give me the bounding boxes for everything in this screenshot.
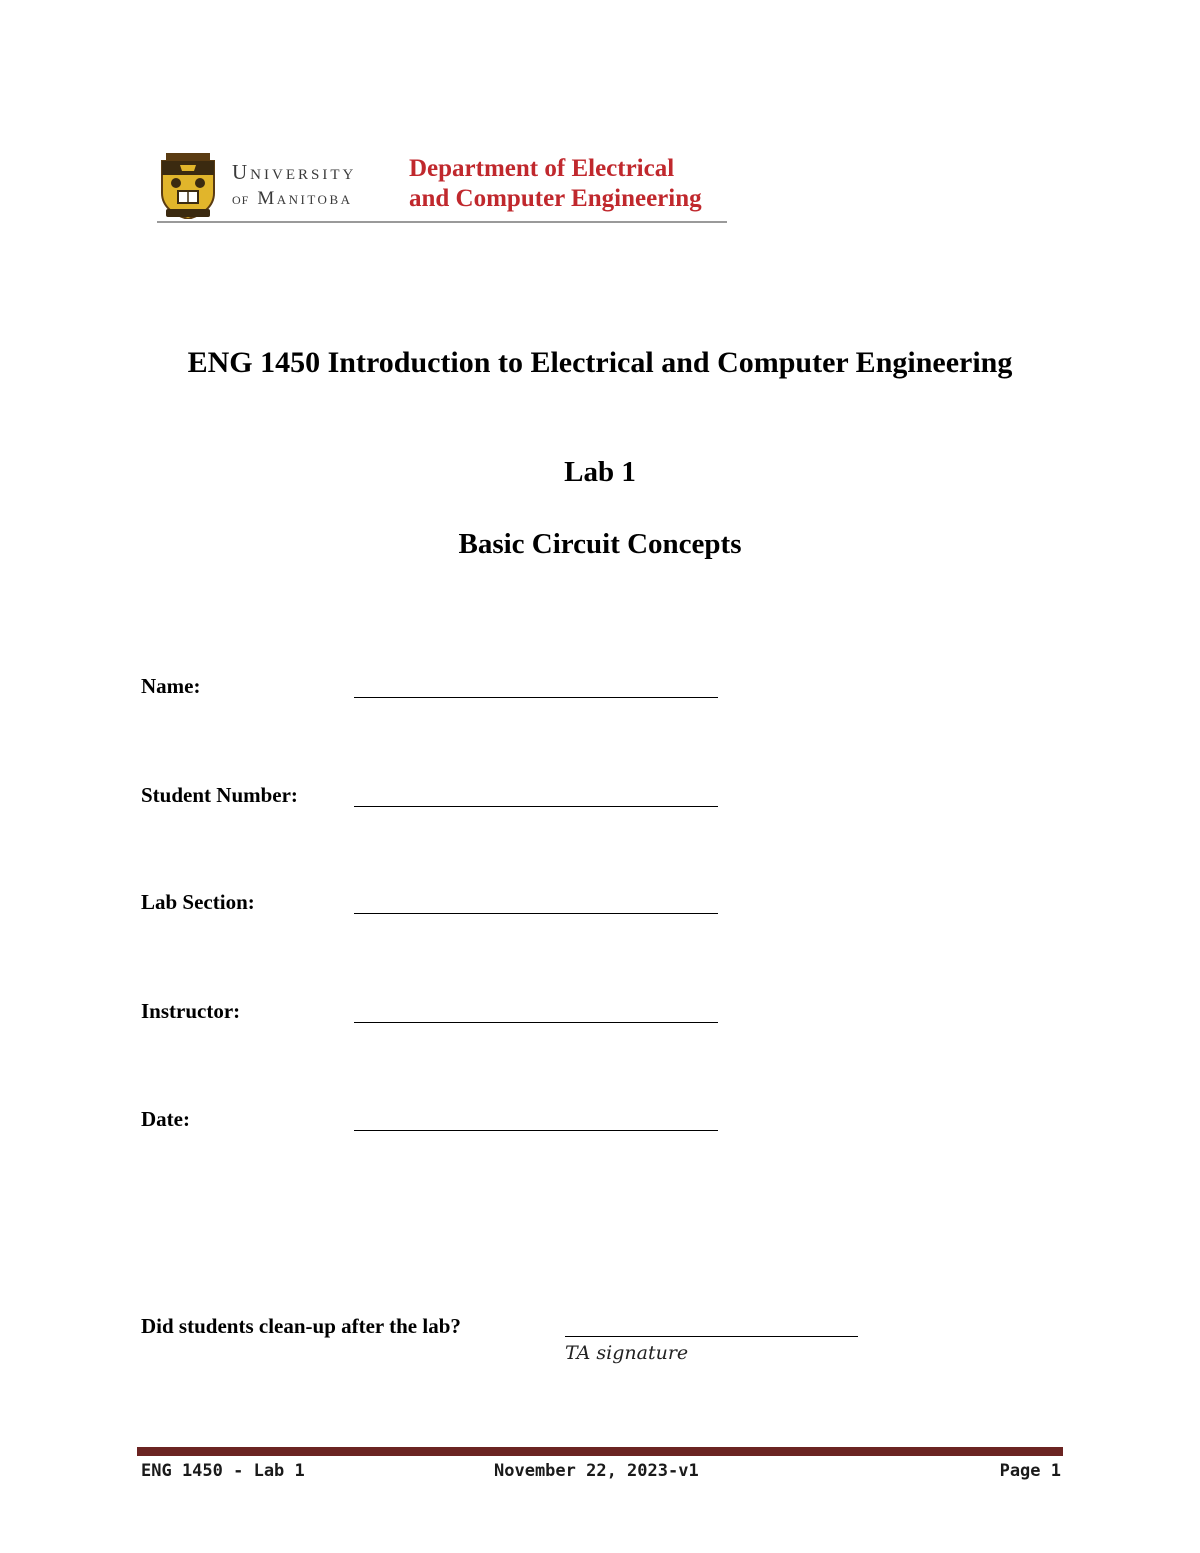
page-footer [141, 1461, 1061, 1487]
cleanup-question: Did students clean-up after the lab? [141, 1314, 461, 1338]
name-field [141, 674, 741, 704]
university-wordmark [232, 162, 356, 208]
name-blank-line [354, 697, 718, 698]
ta-signature-label: TA signature [565, 1342, 689, 1364]
department-name-line1: Department of Electrical [409, 155, 675, 182]
student-number-blank-line [354, 806, 718, 807]
lab-subtitle: Basic Circuit Concepts [458, 528, 742, 560]
student-number-field [141, 783, 741, 813]
department-name [409, 154, 702, 214]
date-field [141, 1107, 741, 1137]
lab-section-blank-line [354, 913, 718, 914]
cleanup-section [141, 1314, 941, 1374]
department-name-line2: and Computer Engineering [409, 185, 702, 212]
ta-signature-line [565, 1336, 858, 1337]
university-name-of: OF [232, 193, 250, 207]
instructor-label: Instructor: [141, 999, 241, 1023]
university-name-line1: University [232, 160, 357, 184]
footer-course-lab: ENG 1450 - Lab 1 [141, 1461, 305, 1481]
university-name-manitoba: Manitoba [257, 188, 353, 209]
lab-section-field [141, 890, 741, 920]
footer-rule [137, 1447, 1063, 1456]
name-label: Name: [141, 674, 201, 698]
university-crest-icon [160, 153, 216, 219]
header-logo [157, 150, 727, 226]
lab-number: Lab 1 [564, 456, 636, 488]
lab-section-label: Lab Section: [141, 890, 255, 914]
course-title: ENG 1450 Introduction to Electrical and Computer Engineering [187, 346, 1013, 379]
date-label: Date: [141, 1107, 190, 1131]
instructor-blank-line [354, 1022, 718, 1023]
footer-page-number: Page 1 [999, 1461, 1061, 1481]
student-number-label: Student Number: [141, 783, 298, 807]
logo-divider [157, 221, 727, 223]
instructor-field [141, 999, 741, 1029]
date-blank-line [354, 1130, 718, 1131]
university-name-line2 [232, 189, 356, 208]
footer-date-version: November 22, 2023-v1 [494, 1461, 699, 1481]
